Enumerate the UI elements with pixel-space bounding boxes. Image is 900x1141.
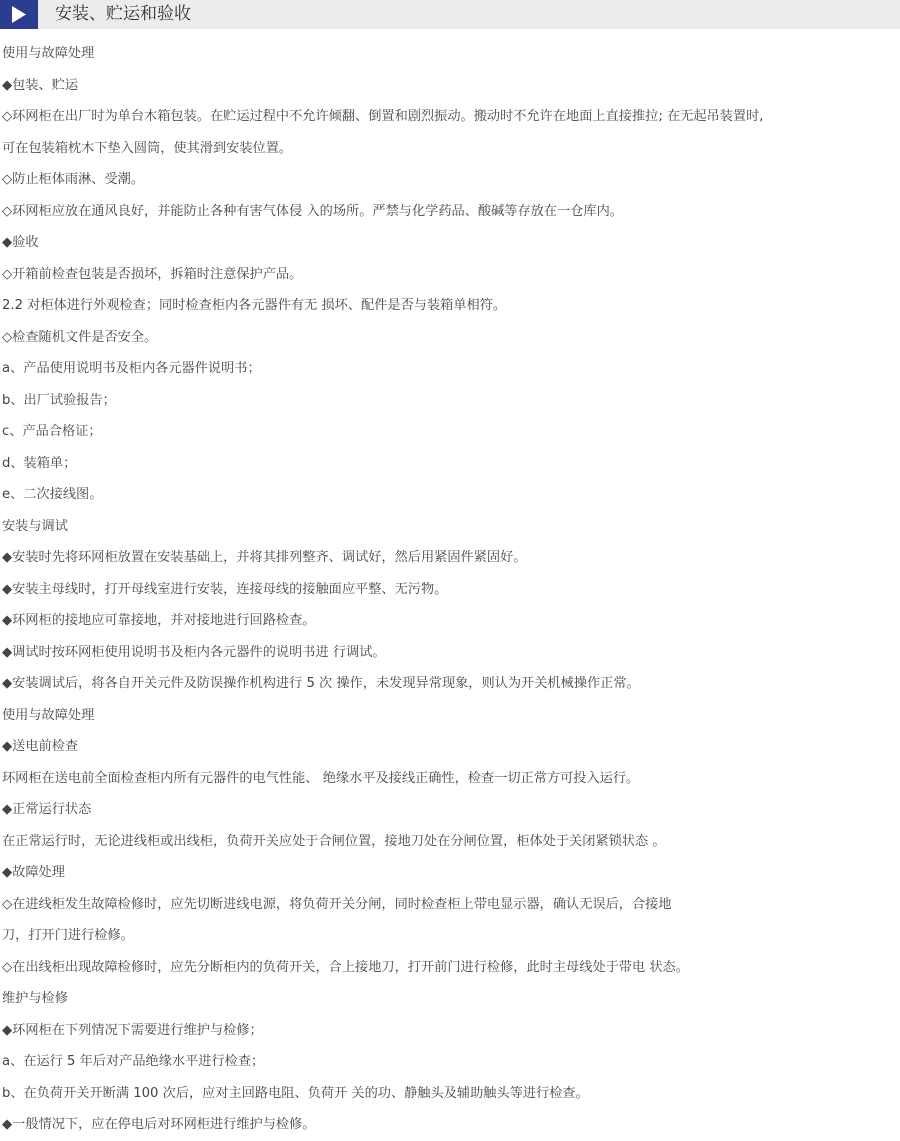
text-line: c、产品合格证； [2,424,102,439]
text-line: ◇在进线柜发生故障检修时，应先切断进线电源，将负荷开关分闸，同时检查柜上带电显示器，确认无误后，合接地 [2,896,672,912]
text-line: b、出厂试验报告； [2,392,116,408]
text-line: 使用与故障处理 [2,46,95,61]
text-line: ◆正常运行状态 [2,802,92,817]
text-line: a、产品使用说明书及柜内各元器件说明书； [2,361,261,376]
text-line: ◆验收 [2,235,39,250]
text-line: 可在包装箱枕木下垫入圆筒，使其滑到安装位置。 [2,140,293,156]
text-line: ◆安装调试后，将各自开关元件及防误操作机构进行 5 次 操作，未发现异常现象，则认为开关机械操作正常。 [2,676,640,691]
text-line: d、装箱单； [2,455,77,471]
text-line: ◆故障处理 [2,865,65,880]
text-line: a、在运行 5 年后对产品绝缘水平进行检查； [2,1054,265,1069]
text-line: ◆安装主母线时，打开母线室进行安装，连接母线的接触面应平整、无污物。 [2,581,448,597]
text-line: ◆包装、贮运 [2,77,79,93]
text-line: ◆安装时先将环网柜放置在安装基础上，并将其排列整齐、调试好，然后用紧固件紧固好。 [2,550,527,565]
text-line: 刀，打开门进行检修。 [2,928,134,943]
text-line: ◇环网柜应放在通风良好，并能防止各种有害气体侵 入的场所。严禁与化学药品、酸碱等存放在一仓库内。 [2,203,623,219]
text-line: ◇环网柜在出厂时为单台木箱包装。在贮运过程中不允许倾翻、倒置和剧烈振动。搬动时不允许在地面上直接推拉; 在无起吊装置时, [2,109,764,124]
text-line: ◇开箱前检查包装是否损坏，拆箱时注意保护产品。 [2,266,303,282]
text-line: ◆调试时按环网柜使用说明书及柜内各元器件的说明书进 行调试。 [2,644,386,660]
section-title: 安装、贮运和验收 [55,4,191,24]
text-line: 使用与故障处理 [2,707,95,723]
text-line: e、二次接线图。 [2,487,103,502]
header-icon-box [0,0,38,29]
text-line: 在正常运行时，无论进线柜或出线柜，负荷开关应处于合闸位置，接地刀处在分闸位置，柜体处于关闭紧锁状态 。 [2,833,666,849]
text-line: ◇在出线柜出现故障检修时，应先分断柜内的负荷开关，合上接地刀，打开前门进行检修，此时主母线处于带电 状态。 [2,959,689,975]
text-line: b、在负荷开关开断满 100 次后，应对主回路电阻、负荷开 关的功、静触头及辅助触头等进行检查。 [2,1085,589,1101]
section-header [0,0,900,29]
text-line: ◆环网柜在下列情况下需要进行维护与检修； [2,1022,263,1038]
text-line: 2.2 对柜体进行外观检查；同时检查柜内各元器件有无 损坏、配件是否与装箱单相符。 [2,298,507,313]
text-line: ◇防止柜体雨淋、受潮。 [2,172,145,187]
text-line: 安装与调试 [2,518,68,534]
text-line: 环网柜在送电前全面检查柜内所有元器件的电气性能、 绝缘水平及接线正确性，检查一切正常方可投入运行。 [2,770,640,786]
text-line: ◆送电前检查 [2,739,79,754]
document-body [2,38,898,1141]
text-line: ◆环网柜的接地应可靠接地，并对接地进行回路检查。 [2,613,316,628]
text-line: ◇检查随机文件是否安全。 [2,329,158,345]
text-line: ◆一般情况下，应在停电后对环网柜进行维护与检修。 [2,1117,316,1132]
text-line: 维护与检修 [2,991,68,1006]
